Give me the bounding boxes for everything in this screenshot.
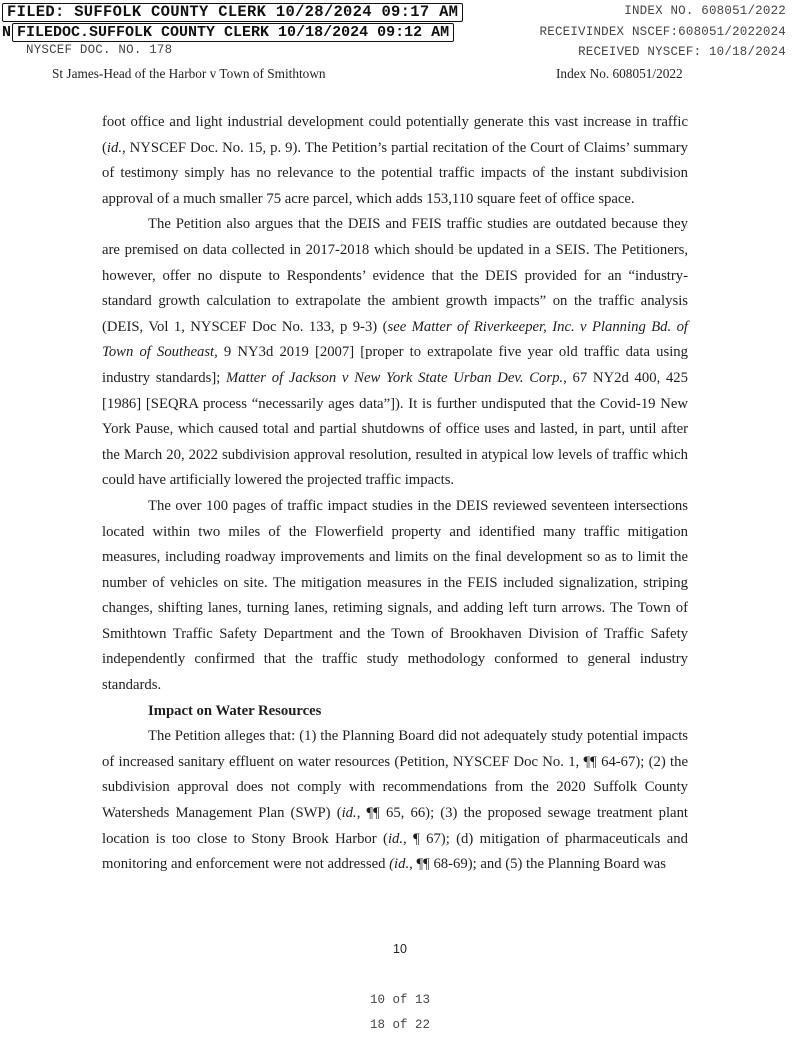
received-stamp-overlap: RECEIVINDEX NSCEF:608051/2022024: [539, 25, 786, 39]
id-citation-1: id.: [341, 805, 357, 822]
page-of-outer: 18 of 22: [369, 1018, 430, 1032]
citation-jackson: Matter of Jackson v New York State Urban Dev. Corp.: [226, 369, 564, 386]
filed-stamp-secondary: [2, 24, 454, 41]
index-number-top: INDEX NO. 608051/2022: [624, 4, 786, 18]
filed-stamp-secondary-box: FILEDOC.SUFFOLK COUNTY CLERK 10/18/2024 09:12 AM: [12, 23, 454, 42]
paragraph-2: [102, 212, 688, 494]
paragraph-4-text-d: ¶¶ 68-69); and (5) the Planning Board was: [412, 856, 666, 873]
paragraph-3: The over 100 pages of traffic impact studies in the DEIS reviewed seventeen intersections located within two miles of the Flowerfield property and identified many traffic mitigation measures, including roadway improvements and limits on the final development so as to limit the number of vehicles on site. The mitigation measures in the FEIS included signalization, striping changes, shifting lanes, turning lanes, retiming signals, and adding left turn arrows. The Town of Smithtown Traffic Safety Department and the Town of Brookhaven Division of Traffic Safety independently confirmed that the traffic study methodology conformed to general industry standards.: [102, 497, 688, 694]
id-citation-2: id.: [387, 830, 404, 847]
id-citation: id.: [106, 139, 123, 156]
filed-stamp-secondary-prefix: N: [2, 24, 12, 41]
paragraph-2-text-a: The Petition also argues that the DEIS and FEIS traffic studies are outdated because they are premised on data collected in 2017-2018 which should be updated in a SEIS. The Petitioners, however, offer no dispute to Respondents’ evidence that the DEIS provided for an “industry-standard growth calculation to extrapolate the ambient growth impacts” on the traffic analysis (DEIS, Vol 1, NYSCEF Doc No. 133, p 9-3) (: [102, 216, 688, 335]
case-index-number: Index No. 608051/2022: [556, 66, 683, 81]
paragraph-4-text-c: , ¶ 67); (d) mitigation of pharmaceuticals and monitoring and enforcement were not addressed: [102, 830, 688, 873]
paragraph-4-text-a: The Petition alleges that: (1) the Planning Board did not adequately study potential impacts of increased sanitary effluent on water resources (Petition, NYSCEF Doc No. 1, ¶¶ 64-67); (2) the subdivision approval does not comply with recommendations from the 2020 Suffolk County Watersheds Management Plan (SWP) (: [102, 728, 688, 822]
paragraph-1-text: foot office and light industrial development could potentially generate this vast increase in traffic: [102, 114, 688, 130]
document-body: [102, 110, 688, 878]
paragraph-2-text-b: , 9 NY3d 2019 [2007] [proper to extrapolate five year old traffic data using industry standards];: [102, 344, 688, 386]
paragraph-1: foot office and light industrial development could potentially generate this vast increase in traffic (id., NYSCEF Doc. No. 15, p. 9). The Petition’s partial recitation of the Court of Claims’ summary of testimony simply has no relevance to the potential traffic impacts of the instant subdivision approval of a much smaller 75 acre parcel, which adds 153,110 square feet of office space.: [102, 114, 688, 207]
nyscef-doc-number: NYSCEF DOC. NO. 178: [26, 43, 173, 57]
id-citation-3: (id.,: [389, 856, 413, 873]
paragraph-1-rest: , NYSCEF Doc. No. 15, p. 9). The Petition’s partial recitation of the Court of Claims’ summary of testimony simply has no relevance to the potential traffic impacts of the instant subdivision approval of a much smaller 75 acre parcel, which adds 153,110 square feet of office space.: [102, 139, 688, 207]
paragraph-2-text-c: , 67 NY2d 400, 425 [1986] [SEQRA process “necessarily ages data”]). It is further undisputed that the Covid-19 New York Pause, which caused total and partial shutdowns of office uses and lasted, in part, until after the March 20, 2022 subdivision approval resolution, resulted in atypical low levels of traffic which could have artificially lowered the projected traffic impacts.: [102, 369, 688, 489]
page-number: 10: [393, 942, 407, 956]
paragraph-4: [102, 724, 688, 878]
filed-stamp-primary: FILED: SUFFOLK COUNTY CLERK 10/28/2024 09:17 AM: [2, 3, 463, 22]
section-heading: Impact on Water Resources: [148, 702, 322, 719]
page-of-inner: 10 of 13: [369, 993, 430, 1007]
received-nyscef-date: RECEIVED NYSCEF: 10/18/2024: [578, 45, 786, 59]
case-title: St James-Head of the Harbor v Town of Smithtown: [52, 66, 326, 81]
paragraph-4-text-b: , ¶¶ 65, 66); (3) the proposed sewage treatment plant location is too close to Stony Brook Harbor (: [102, 805, 688, 847]
citation-riverkeeper: see Matter of Riverkeeper, Inc. v Planning Bd. of Town of Southeast: [102, 318, 688, 361]
